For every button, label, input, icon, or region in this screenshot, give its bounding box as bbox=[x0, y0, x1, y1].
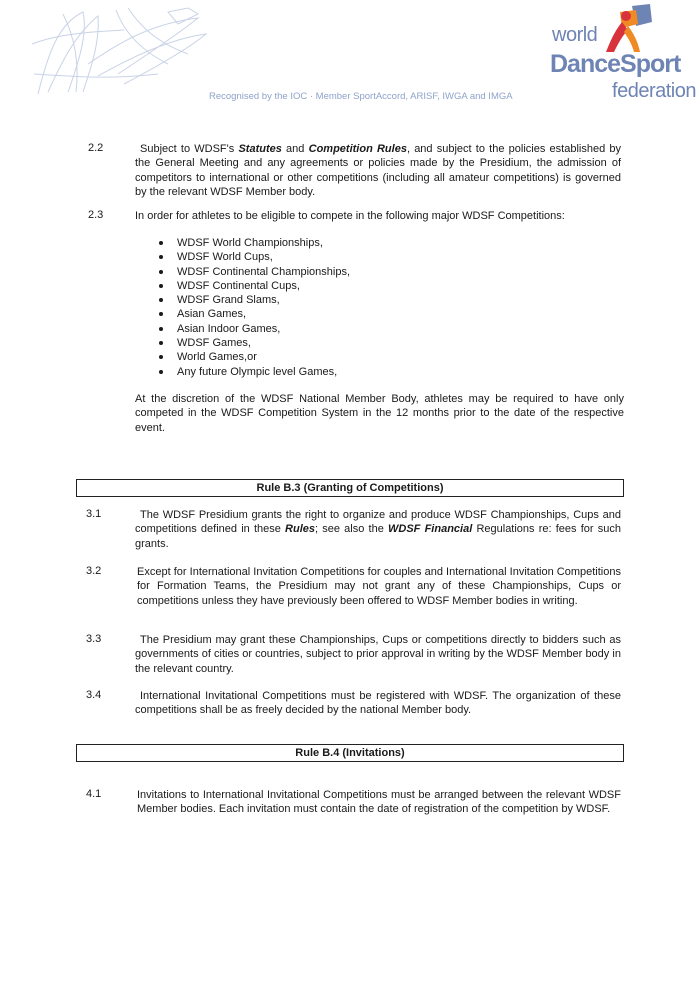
clause-3-3-text: The Presidium may grant these Championships, Cups or competitions directly to bidders such as governments of cities or countries, subject to prior approval in writing by the WDSF Member body in the relevant country. bbox=[135, 634, 621, 675]
clause-3-2-text: Except for International Invitation Competitions for couples and International Invitation Competitions for Formation Teams, the Presidium may not grant any of these Championships, Cups or competitions unless they have previously been offered to WDSF Member bodies in writing. bbox=[137, 566, 621, 607]
rule-b4-heading: Rule B.4 (Invitations) bbox=[76, 744, 624, 762]
wdsf-financial-text: WDSF Financial bbox=[388, 523, 473, 536]
list-item: WDSF Continental Cups, bbox=[158, 279, 350, 293]
statutes-link-text: Statutes bbox=[238, 143, 282, 155]
rules-text: Rules bbox=[285, 523, 316, 536]
dancer-figure-icon bbox=[592, 2, 654, 54]
clause-3-1-text: The WDSF Presidium grants the right to organize and produce WDSF Championships, Cups and competitions defined in these Rules; see also the WDSF Financial Regulations re: fees for such grants. bbox=[135, 509, 621, 550]
list-item: WDSF Grand Slams, bbox=[158, 293, 350, 307]
logo-dancesport-text: DanceSport bbox=[550, 50, 681, 78]
rule-b3-heading: Rule B.3 (Granting of Competitions) bbox=[76, 479, 624, 497]
clause-4-1-text: Invitations to International Invitational Competitions must be arranged between the relevant WDSF Member bodies. Each invitation must contain the date of registration of the competition by WDSF. bbox=[137, 789, 621, 816]
clause-number: 3.4 bbox=[86, 689, 102, 701]
discretion-paragraph: At the discretion of the WDSF National Member Body, athletes may be required to have only competed in the WDSF Competition System in the 12 months prior to the date of the respective event. bbox=[135, 393, 624, 434]
list-item: WDSF World Cups, bbox=[158, 250, 350, 264]
competition-list bbox=[158, 236, 350, 379]
logo-world-text: world bbox=[552, 24, 598, 46]
clause-number: 4.1 bbox=[86, 788, 102, 800]
header-tagline: Recognised by the IOC · Member SportAccord, ARISF, IWGA and IMGA bbox=[209, 91, 513, 102]
clause-2-2-text: Subject to WDSF's Statutes and Competition Rules, and subject to the policies established by the General Meeting and any agreements or policies made by the Presidium, the admission of competitors to international or other competitions (including all amateur competitions) is governed by the relevant WDSF Member body. bbox=[135, 143, 622, 198]
list-item: Asian Games, bbox=[158, 307, 350, 321]
logo-federation-text: federation bbox=[612, 80, 696, 102]
wdsf-logo bbox=[548, 2, 698, 104]
clause-number: 2.2 bbox=[88, 142, 104, 154]
list-item: WDSF World Championships, bbox=[158, 236, 350, 250]
clause-number: 3.2 bbox=[86, 565, 102, 577]
list-item: Any future Olympic level Games, bbox=[158, 365, 350, 379]
list-item: WDSF Games, bbox=[158, 336, 350, 350]
list-item: World Games,or bbox=[158, 350, 350, 364]
clause-3-4-text: International Invitational Competitions must be registered with WDSF. The organization of these competitions shall be as freely decided by the national Member body. bbox=[135, 690, 621, 717]
clause-number: 3.3 bbox=[86, 633, 102, 645]
decorative-line-art bbox=[28, 4, 218, 96]
clause-2-3-text: In order for athletes to be eligible to compete in the following major WDSF Competitions: bbox=[135, 210, 565, 222]
list-item: WDSF Continental Championships, bbox=[158, 265, 350, 279]
competition-rules-text: Competition Rules bbox=[308, 143, 407, 155]
list-item: Asian Indoor Games, bbox=[158, 322, 350, 336]
clause-number: 2.3 bbox=[88, 209, 104, 221]
clause-number: 3.1 bbox=[86, 508, 102, 520]
